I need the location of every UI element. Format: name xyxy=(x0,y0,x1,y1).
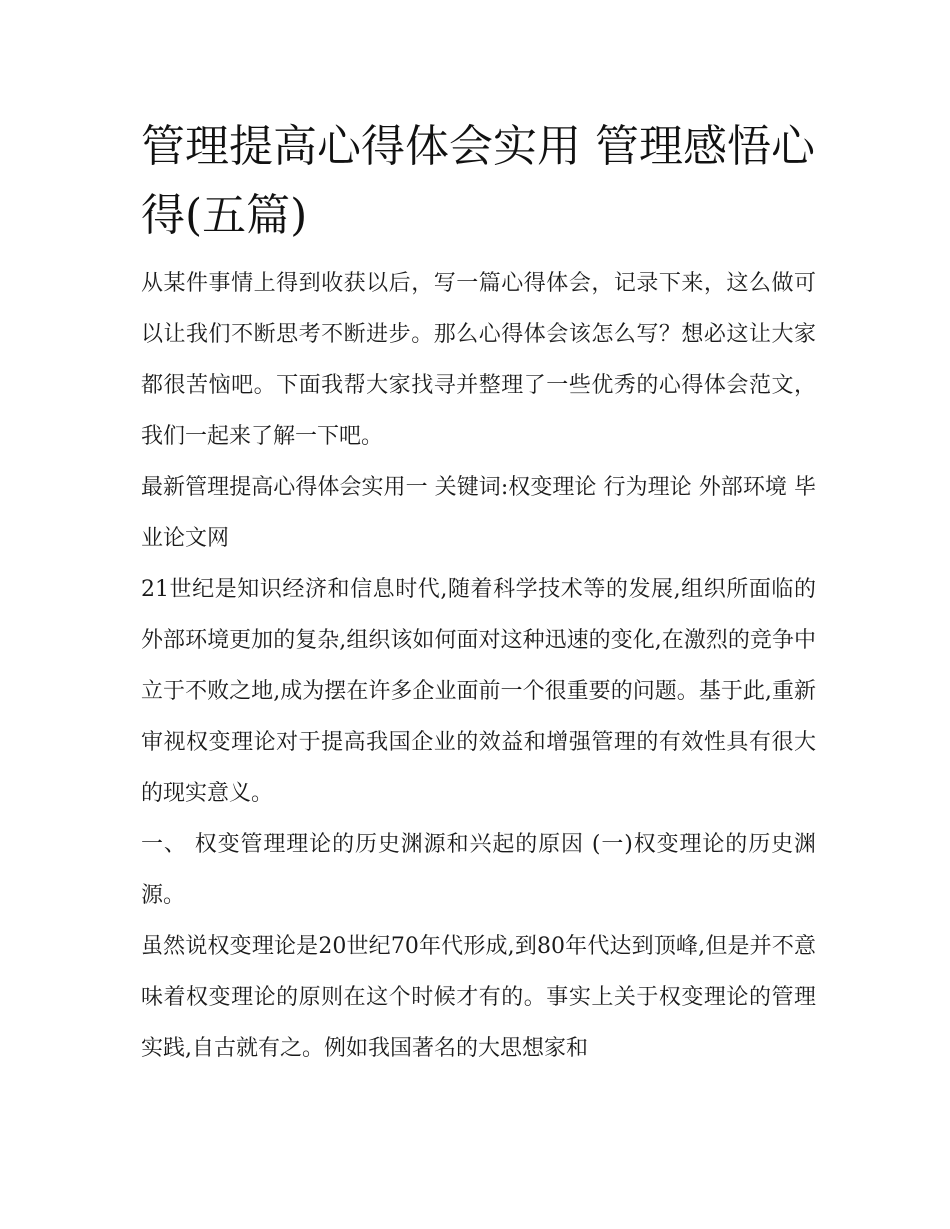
keywords-paragraph: 最新管理提高心得体会实用一 关键词:权变理论 行为理论 外部环境 毕业论文网 xyxy=(141,475,816,551)
body-paragraph: 虽然说权变理论是20世纪70年代形成,到80年代达到顶峰,但是并不意味着权变理论的原则在这个时候才有的。事实上关于权变理论的管理实践,自古就有之。例如我国著名的大思想家和 xyxy=(141,934,816,1061)
intro-paragraph: 从某件事情上得到收获以后，写一篇心得体会，记录下来，这么做可以让我们不断思考不断进步。那么心得体会该怎么写？想必这让大家都很苦恼吧。下面我帮大家找寻并整理了一些优秀的心得体会范文，我们一起来了解一下吧。 xyxy=(141,271,816,449)
document-title: 管理提高心得体会实用 管理感悟心得(五篇) xyxy=(141,121,815,241)
document-body xyxy=(141,112,816,1074)
body-paragraph: 21世纪是知识经济和信息时代,随着科学技术等的发展,组织所面临的外部环境更加的复杂,组织该如何面对这种迅速的变化,在激烈的竞争中立于不败之地,成为摆在许多企业面前一个很重要的问题。基于此,重新审视权变理论对于提高我国企业的效益和增强管理的有效性具有很大的现实意义。 xyxy=(141,577,816,806)
section-heading-paragraph: 一、 权变管理理论的历史渊源和兴起的原因 (一)权变理论的历史渊源。 xyxy=(141,832,816,908)
